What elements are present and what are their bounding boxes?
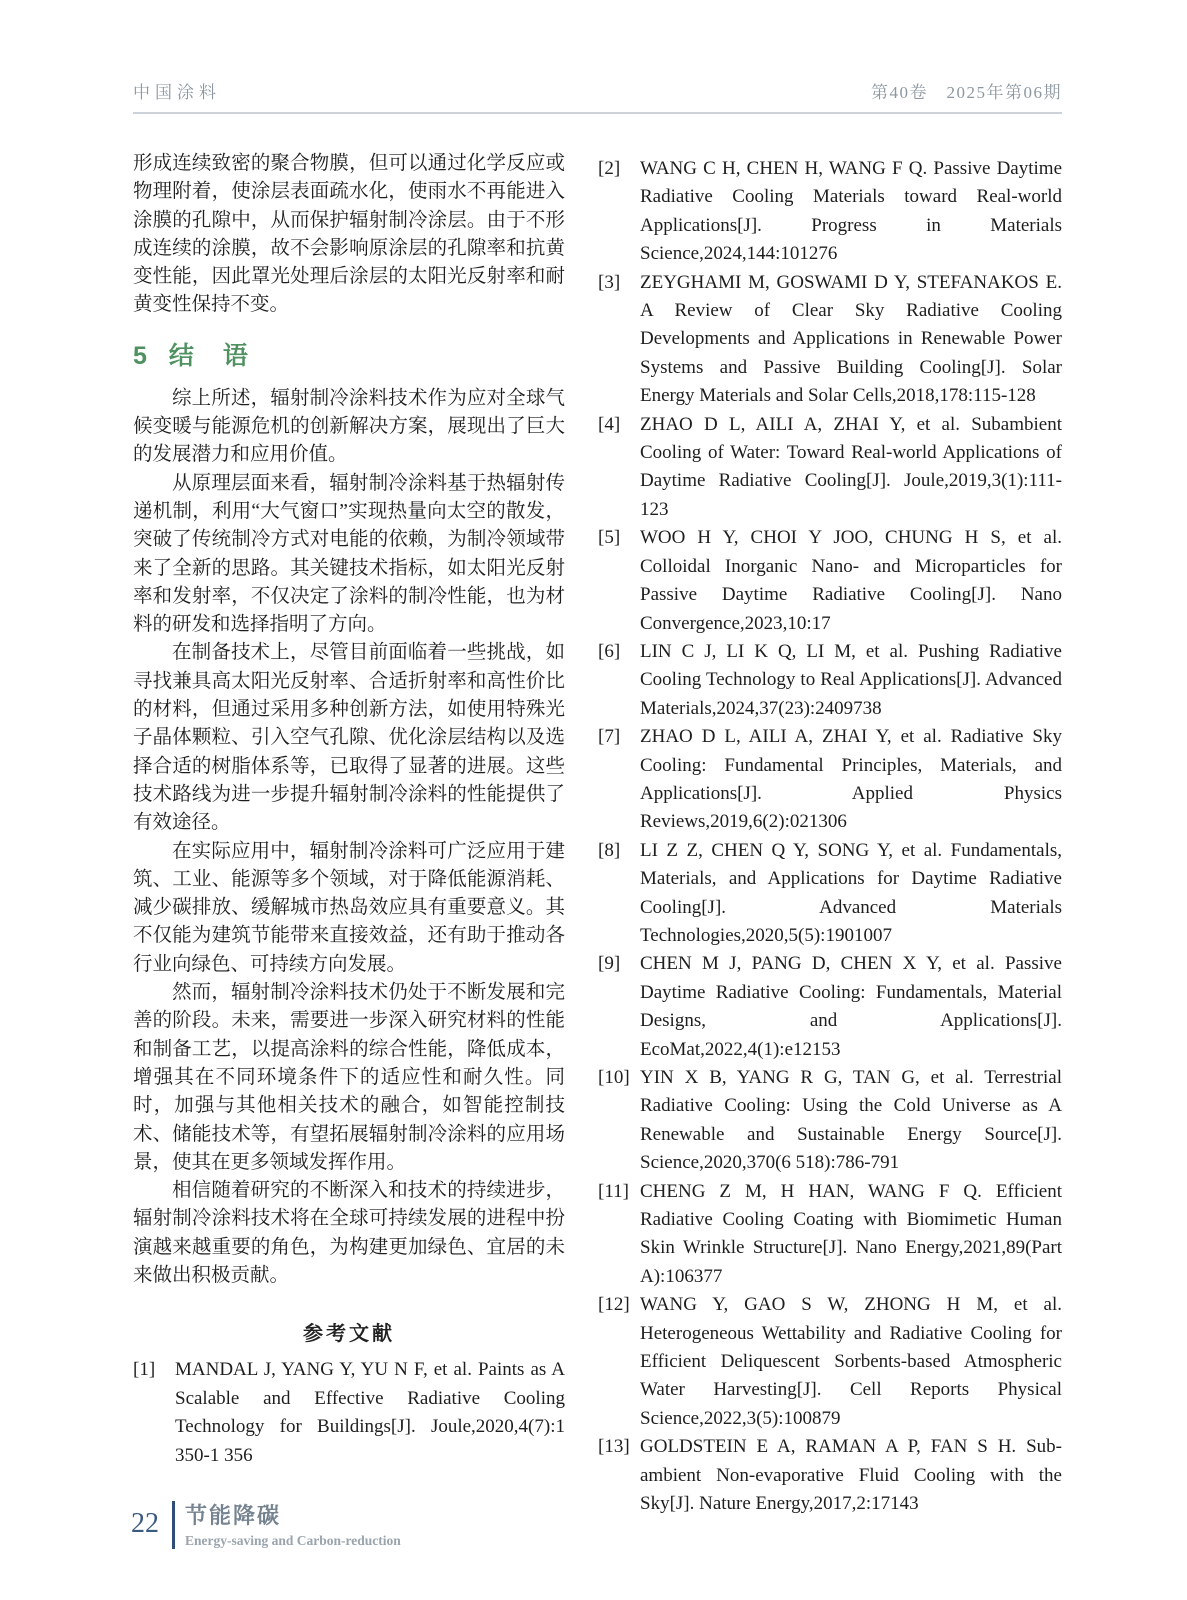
reference-number: [1] xyxy=(133,1359,156,1381)
references-heading: 参考文献 xyxy=(303,1323,395,1346)
reference-item xyxy=(133,1356,565,1470)
column-subtitle: Energy-saving and Carbon-reduction xyxy=(185,1533,401,1548)
reference-number: [6] xyxy=(598,640,621,662)
reference-number: [3] xyxy=(598,271,621,293)
reference-text: CHENG Z M, H HAN, WANG F Q. Efficient Radiative Cooling Coating with Biomimetic Human Skin Wrinkle Structure[J]. Nano Energy,2021,89(Part A):106377 xyxy=(640,1180,1062,1287)
reference-item xyxy=(598,155,1062,269)
journal-title: 中国涂料 xyxy=(133,83,221,102)
reference-text: YIN X B, YANG R G, TAN G, et al. Terrestrial Radiative Cooling: Using the Cold Universe as A Renewable and Sustainable Energy Source[J]. Science,2020,370(6 518):786-791 xyxy=(640,1067,1062,1174)
page-number: 22 xyxy=(131,1508,159,1539)
reference-item xyxy=(598,837,1062,951)
reference-text: LIN C J, LI K Q, LI M, et al. Pushing Radiative Cooling Technology to Real Applications[J]. Advanced Materials,2024,37(23):2409738 xyxy=(640,640,1062,719)
references-list-right xyxy=(598,155,1062,1519)
section-heading xyxy=(133,336,565,372)
reference-number: [4] xyxy=(598,413,621,435)
reference-number: [13] xyxy=(598,1436,630,1458)
body-paragraph: 从原理层面来看，辐射制冷涂料基于热辐射传递机制，利用“大气窗口”实现热量向太空的散发，突破了传统制冷方式对电能的依赖，为制冷领域带来了全新的思路。其关键技术指标，如太阳光反射率和发射率，不仅决定了涂料的制冷性能，也为材料的研发和选择指明了方向。 xyxy=(133,472,565,636)
reference-text: CHEN M J, PANG D, CHEN X Y, et al. Passive Daytime Radiative Cooling: Fundamentals, Material Designs, and Applications[J]. EcoMat,2022,4(1):e12153 xyxy=(640,953,1062,1060)
reference-item xyxy=(598,411,1062,525)
conclusion-paragraphs xyxy=(133,385,565,1291)
body-paragraph: 相信随着研究的不断深入和技术的持续进步，辐射制冷涂料技术将在全球可持续发展的进程中扮演越来越重要的角色，为构建更加绿色、宜居的未来做出积极贡献。 xyxy=(133,1180,565,1286)
reference-text: ZEYGHAMI M, GOSWAMI D Y, STEFANAKOS E. A Review of Clear Sky Radiative Cooling Developments and Applications in Renewable Power Systems and Passive Building Cooling[J]. Solar Energy Materials and Solar Cells,2018,178:115-128 xyxy=(640,271,1062,407)
reference-item xyxy=(598,1178,1062,1292)
reference-number: [7] xyxy=(598,726,621,748)
page-header xyxy=(133,78,1062,114)
section-title: 结 语 xyxy=(168,341,250,370)
reference-number: [11] xyxy=(598,1180,629,1202)
reference-item xyxy=(598,269,1062,411)
footer-divider xyxy=(172,1501,175,1549)
body-paragraph: 在制备技术上，尽管目前面临着一些挑战，如寻找兼具高太阳光反射率、合适折射率和高性价比的材料，但通过采用多种创新方法，如使用特殊光子晶体颗粒、引入空气孔隙、优化涂层结构以及选择合适的树脂体系等，已取得了显著的进展。这些技术路线为进一步提升辐射制冷涂料的性能提供了有效途径。 xyxy=(133,642,565,834)
reference-text: WANG C H, CHEN H, WANG F Q. Passive Daytime Radiative Cooling Materials toward Real-world Applications[J]. Progress in Materials Science,2024,144:101276 xyxy=(640,158,1062,265)
column-title: 节能降碳 xyxy=(185,1503,282,1528)
article-body xyxy=(133,150,1062,1519)
reference-text: LI Z Z, CHEN Q Y, SONG Y, et al. Fundamentals, Materials, and Applications for Daytime Radiative Cooling[J]. Advanced Materials Technologies,2020,5(5):1901007 xyxy=(640,839,1062,946)
reference-text: WANG Y, GAO S W, ZHONG H M, et al. Heterogeneous Wettability and Radiative Cooling for Efficient Deliquescent Sorbents-based Atmospheric Water Harvesting[J]. Cell Reports Physical Science,2022,3(5):100879 xyxy=(640,1294,1062,1429)
reference-item xyxy=(598,950,1062,1064)
reference-number: [5] xyxy=(598,527,621,549)
body-paragraph: 综上所述，辐射制冷涂料技术作为应对全球气候变暖与能源危机的创新解决方案，展现出了巨大的发展潜力和应用价值。 xyxy=(133,387,565,466)
reference-number: [10] xyxy=(598,1067,630,1088)
reference-item xyxy=(598,638,1062,723)
left-column xyxy=(133,150,565,1470)
reference-text: MANDAL J, YANG Y, YU N F, et al. Paints as A Scalable and Effective Radiative Cooling Technology for Buildings[J]. Joule,2020,4(7):1 350-1 356 xyxy=(175,1359,565,1466)
reference-number: [2] xyxy=(598,158,621,179)
reference-item xyxy=(598,1291,1062,1433)
section-number: 5 xyxy=(133,341,149,370)
reference-number: [9] xyxy=(598,953,621,975)
reference-text: ZHAO D L, AILI A, ZHAI Y, et al. Subambient Cooling of Water: Toward Real-world Applications of Daytime Radiative Cooling[J]. Joule,2019,3(1):111-123 xyxy=(640,413,1062,520)
reference-item xyxy=(598,1064,1062,1178)
reference-text: GOLDSTEIN E A, RAMAN A P, FAN S H. Sub-ambient Non-evaporative Fluid Cooling with the Sky[J]. Nature Energy,2017,2:17143 xyxy=(640,1436,1062,1515)
issue-info: 第40卷 2025年第06期 xyxy=(871,83,1062,102)
reference-text: WOO H Y, CHOI Y JOO, CHUNG H S, et al. Colloidal Inorganic Nano- and Microparticles for Passive Daytime Radiative Cooling[J]. Nano Convergence,2023,10:17 xyxy=(640,527,1062,634)
reference-item xyxy=(598,1433,1062,1518)
reference-item xyxy=(598,723,1062,837)
reference-text: ZHAO D L, AILI A, ZHAI Y, et al. Radiative Sky Cooling: Fundamental Principles, Materials, and Applications[J]. Applied Physics Reviews,2019,6(2):021306 xyxy=(640,726,1062,833)
page-footer xyxy=(131,1499,401,1549)
body-paragraph: 在实际应用中，辐射制冷涂料可广泛应用于建筑、工业、能源等多个领域，对于降低能源消耗、减少碳排放、缓解城市热岛效应具有重要意义。其不仅能为建筑节能带来直接效益，还有助于推动各行业向绿色、可持续方向发展。 xyxy=(133,840,565,975)
right-column xyxy=(598,150,1062,1519)
reference-number: [8] xyxy=(598,839,621,861)
body-paragraph: 然而，辐射制冷涂料技术仍处于不断发展和完善的阶段。未来，需要进一步深入研究材料的性能和制备工艺，以提高涂料的综合性能，降低成本，增强其在不同环境条件下的适应性和耐久性。同时，加强与其他相关技术的融合，如智能控制技术、储能技术等，有望拓展辐射制冷涂料的应用场景，使其在更多领域发挥作用。 xyxy=(133,982,565,1173)
reference-number: [12] xyxy=(598,1294,630,1316)
lead-paragraph: 形成连续致密的聚合物膜，但可以通过化学反应或物理附着，使涂层表面疏水化，使雨水不再能进入涂膜的孔隙中，从而保护辐射制冷涂层。由于不形成连续的涂膜，故不会影响原涂层的孔隙率和抗黄变性能，因此罩光处理后涂层的太阳光反射率和耐黄变性保持不变。 xyxy=(133,153,565,316)
footer-column-block xyxy=(185,1499,401,1549)
reference-item xyxy=(598,524,1062,638)
references-list-left xyxy=(133,1356,565,1470)
